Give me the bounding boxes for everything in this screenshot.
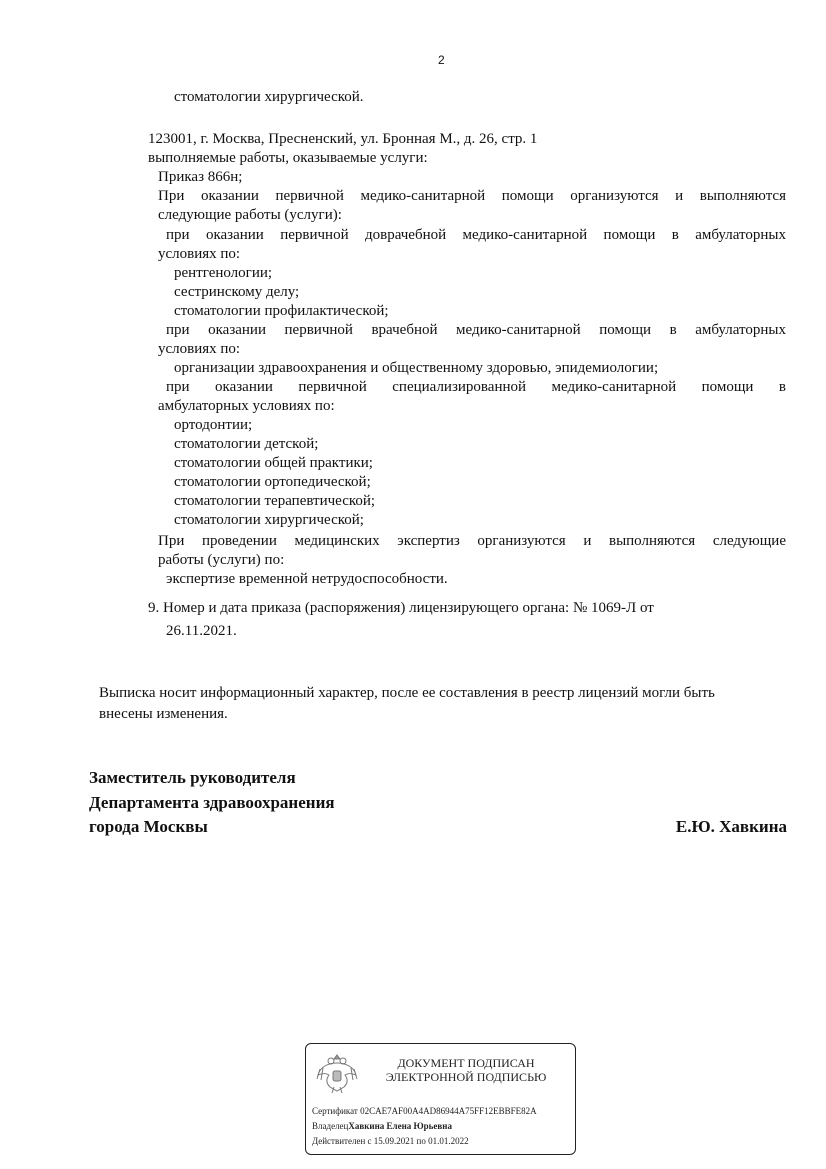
specialized-care-line-1: при оказании первичной специализированной медико-санитарной помощи в — [166, 379, 786, 395]
e-signature-stamp — [305, 1043, 576, 1155]
continued-line: стоматологии хирургической. — [174, 89, 364, 105]
order-reference: Приказ 866н; — [158, 169, 243, 185]
list-item: стоматологии детской; — [174, 436, 319, 452]
list-item: сестринскому делу; — [174, 284, 300, 300]
expertise-line-1: При проведении медицинских экспертиз организуются и выполняются следующие — [158, 533, 786, 549]
specialized-care-line-2: амбулаторных условиях по: — [158, 398, 335, 414]
primary-intro-line-2: следующие работы (услуги): — [158, 207, 342, 223]
signer-title-line-3: города Москвы — [89, 817, 208, 836]
list-item: организации здравоохранения и общественному здоровью, эпидемиологии; — [174, 360, 659, 376]
item-9-line-1: 9. Номер и дата приказа (распоряжения) лицензирующего органа: № 1069-Л от — [148, 600, 654, 616]
doctor-care-line-2: условиях по: — [158, 341, 241, 357]
notice-line-1: Выписка носит информационный характер, после ее составления в реестр лицензий могли быть — [99, 685, 715, 701]
doctor-care-line-1: при оказании первичной врачебной медико-санитарной помощи в амбулаторных — [166, 322, 786, 338]
stamp-title-line-1: ДОКУМЕНТ ПОДПИСАН — [397, 1056, 535, 1070]
list-item: экспертизе временной нетрудоспособности. — [166, 571, 448, 587]
page-number: 2 — [438, 53, 445, 67]
signer-title-line-2: Департамента здравоохранения — [89, 793, 335, 812]
stamp-owner: ВладелецХавкина Елена Юрьевна — [312, 1121, 452, 1131]
list-item: стоматологии терапевтической; — [174, 493, 376, 509]
prenurse-care-line-1: при оказании первичной доврачебной медико-санитарной помощи в амбулаторных — [166, 227, 786, 243]
list-item: стоматологии хирургической; — [174, 512, 364, 528]
address-line: 123001, г. Москва, Пресненский, ул. Бронная М., д. 26, стр. 1 — [148, 131, 538, 147]
list-item: стоматологии профилактической; — [174, 303, 389, 319]
works-heading: выполняемые работы, оказываемые услуги: — [148, 150, 428, 166]
primary-intro-line-1: При оказании первичной медико-санитарной помощи организуются и выполняются — [158, 188, 786, 204]
signer-name: Е.Ю. Хавкина — [675, 817, 787, 836]
list-item: ортодонтии; — [174, 417, 253, 433]
list-item: стоматологии ортопедической; — [174, 474, 371, 490]
list-item: стоматологии общей практики; — [174, 455, 373, 471]
expertise-line-2: работы (услуги) по: — [158, 552, 285, 568]
stamp-validity: Действителен с 15.09.2021 по 01.01.2022 — [312, 1136, 469, 1146]
list-item: рентгенологии; — [174, 265, 273, 281]
stamp-title-line-2: ЭЛЕКТРОННОЙ ПОДПИСЬЮ — [385, 1070, 547, 1084]
stamp-certificate: Сертификат 02CAE7AF00A4AD86944A75FF12EBBFE82A — [312, 1106, 537, 1116]
signer-title-line-1: Заместитель руководителя — [89, 768, 296, 787]
notice-line-2: внесены изменения. — [99, 706, 228, 722]
item-9-line-2: 26.11.2021. — [166, 623, 237, 639]
prenurse-care-line-2: условиях по: — [158, 246, 241, 262]
coat-of-arms-icon — [314, 1049, 360, 1095]
